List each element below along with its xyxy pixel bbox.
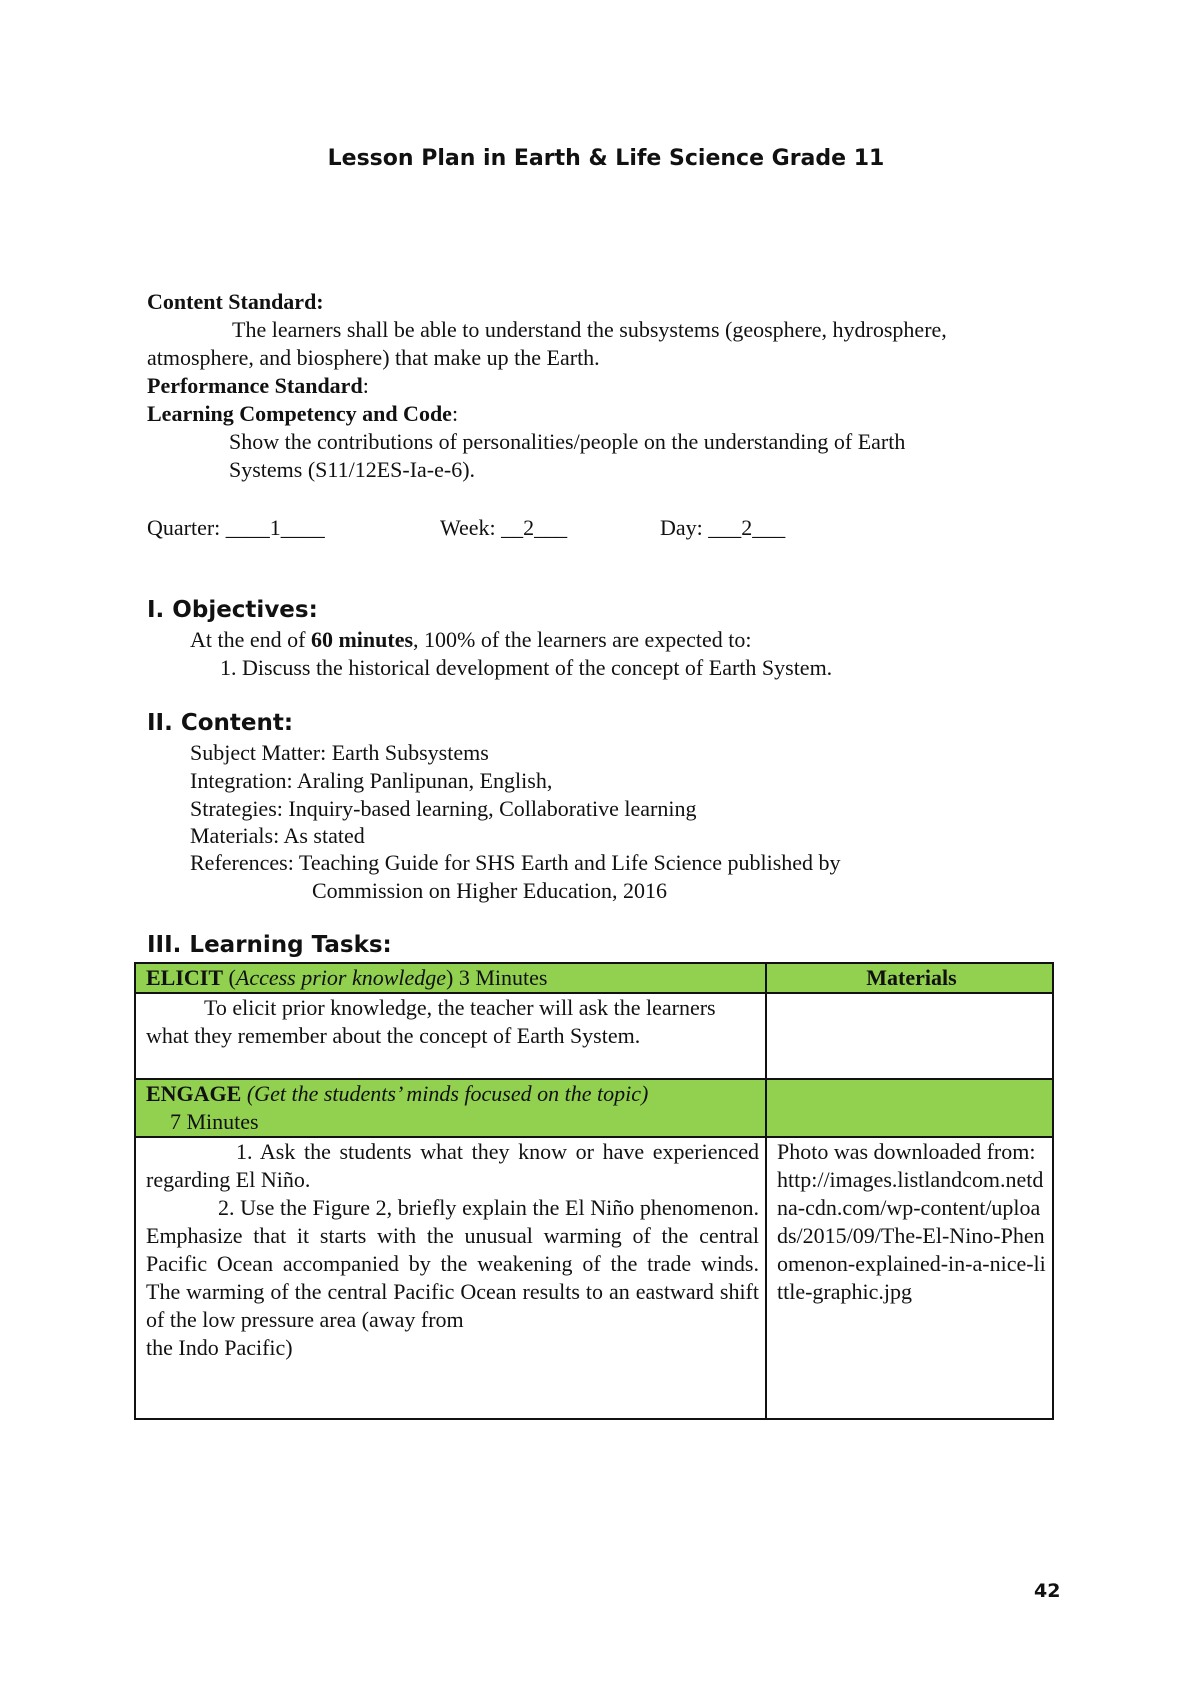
content-subject: Subject Matter: Earth Subsystems [190, 740, 489, 765]
week-value: __2___ [501, 515, 568, 540]
engage-materials-header-cell [766, 1079, 1053, 1137]
page-title: Lesson Plan in Earth & Life Science Grade 11 [327, 146, 885, 171]
objectives-intro-post: , 100% of the learners are expected to: [413, 627, 752, 652]
elicit-duration: ) 3 Minutes [446, 965, 548, 990]
engage-header-line [146, 1080, 759, 1108]
content-standard-line2: atmosphere, and biosphere) that make up the Earth. [147, 345, 600, 370]
elicit-header-cell [135, 963, 766, 993]
content-integration: Integration: Araling Panlipunan, English, [190, 768, 553, 793]
content-references-line1: References: Teaching Guide for SHS Earth and Life Science published by [190, 850, 841, 875]
elicit-body-row [135, 993, 1053, 1079]
learning-competency-line1: Show the contributions of personalities/people on the understanding of Earth [229, 429, 906, 454]
engage-body-row [135, 1137, 1053, 1419]
learning-competency-suffix: : [451, 401, 459, 426]
learning-tasks-table [134, 962, 1054, 1420]
learning-competency-label: Learning Competency and Code [147, 401, 452, 426]
engage-materials-source: Photo was downloaded from: http://images.listlandcom.netdna-cdn.com/wp-content/uploads/2015/09/The-El-Nino-Phenomenon-explained-in-a-nice-little-graphic.jpg [777, 1139, 1046, 1304]
day-field [660, 514, 785, 542]
engage-label: ENGAGE [146, 1081, 242, 1106]
elicit-materials-cell [766, 993, 1053, 1079]
engage-purpose: (Get the students’ minds focused on the topic) [241, 1081, 649, 1106]
learning-tasks-heading: III. Learning Tasks: [147, 932, 392, 958]
engage-materials-cell [766, 1137, 1053, 1419]
content-standard-label: Content Standard: [147, 289, 324, 314]
engage-body-cell [135, 1137, 766, 1419]
content-materials: Materials: As stated [190, 823, 365, 848]
engage-item-2-end: the Indo Pacific) [146, 1335, 293, 1360]
performance-standard-suffix: : [362, 373, 369, 398]
objectives-duration: 60 minutes [310, 627, 414, 652]
engage-duration: 7 Minutes [170, 1109, 259, 1134]
objective-item-1: 1. Discuss the historical development of the concept of Earth System. [220, 655, 833, 680]
elicit-body-cell [135, 993, 766, 1079]
learning-competency-line2: Systems (S11/12ES-Ia-e-6). [229, 457, 476, 482]
content-heading: II. Content: [147, 710, 294, 736]
content-references-line2: Commission on Higher Education, 2016 [312, 878, 668, 903]
materials-header: Materials [766, 963, 1053, 993]
objectives-intro [190, 626, 751, 654]
page-number: 42 [1034, 1580, 1061, 1602]
elicit-paren-open: ( [223, 965, 236, 990]
quarter-label: Quarter: [147, 515, 226, 540]
elicit-body-text: To elicit prior knowledge, the teacher will ask the learners what they remember about the concept of Earth System. [146, 995, 716, 1048]
week-label: Week: [440, 515, 502, 540]
week-field [440, 514, 567, 542]
engage-item-1: 1. Ask the students what they know or have experienced regarding El Niño. [146, 1139, 759, 1192]
quarter-field [147, 514, 325, 542]
elicit-label: ELICIT [146, 965, 224, 990]
content-standard-line1: The learners shall be able to understand the subsystems (geosphere, hydrosphere, [232, 317, 947, 342]
performance-standard-label: Performance Standard [147, 373, 363, 398]
learning-competency [147, 400, 458, 428]
engage-header-row [135, 1079, 1053, 1137]
elicit-header-row [135, 963, 1053, 993]
content-strategies: Strategies: Inquiry-based learning, Collaborative learning [190, 796, 697, 821]
engage-header-cell [135, 1079, 766, 1137]
day-label: Day: [660, 515, 709, 540]
elicit-purpose: Access prior knowledge [235, 965, 447, 990]
objectives-intro-pre: At the end of [190, 627, 311, 652]
engage-item-2: 2. Use the Figure 2, briefly explain the El Niño phenomenon. Emphasize that it starts with the unusual warming of the central Pacific Ocean accompanied by the weakening of the trade winds. The warming of the central Pacific Ocean results to an eastward shift of the low pressure area (away from [146, 1195, 759, 1332]
day-value: ___2___ [708, 515, 786, 540]
quarter-value: ____1____ [225, 515, 325, 540]
performance-standard [147, 372, 369, 400]
objectives-heading: I. Objectives: [147, 597, 318, 623]
